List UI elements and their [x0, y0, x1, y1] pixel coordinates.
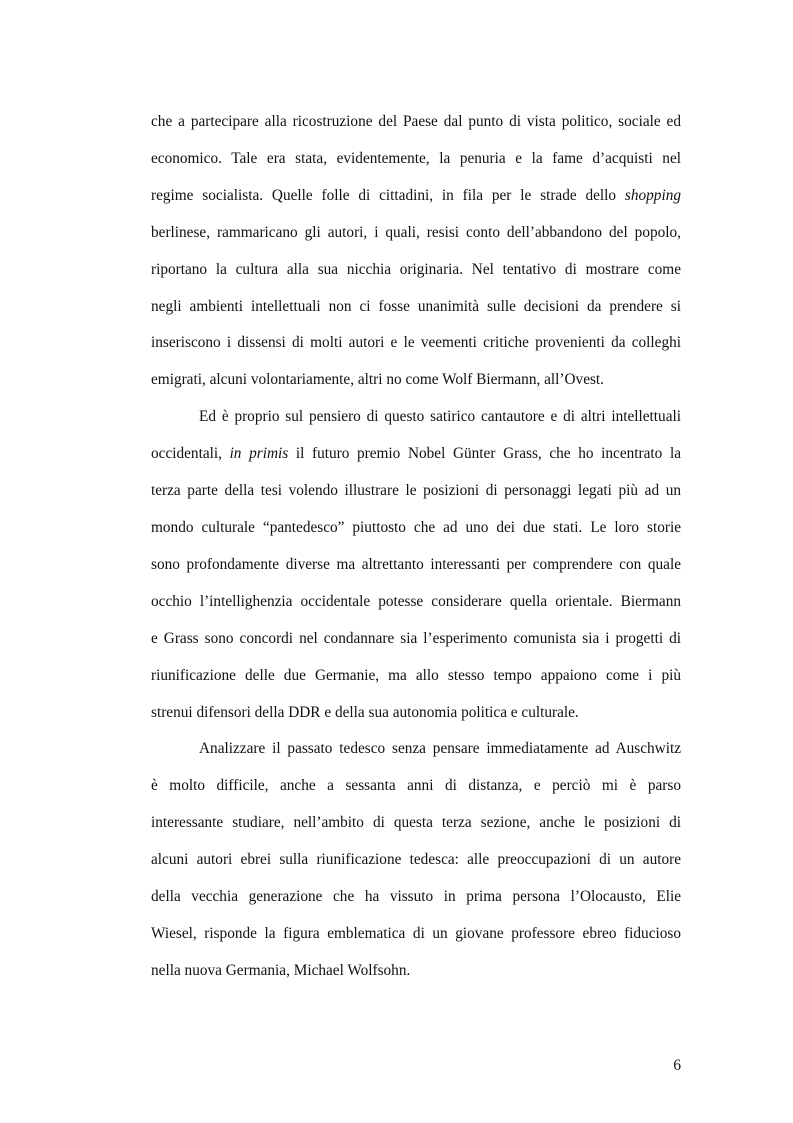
- text-line: [151, 658, 681, 695]
- text-line: [151, 362, 681, 399]
- text-line: [151, 731, 681, 768]
- text-line: [151, 916, 681, 953]
- text-line: [151, 879, 681, 916]
- text-run: Ed è proprio sul pensiero di questo satirico cantautore e di altri intellettuali: [199, 408, 681, 426]
- text-run: il futuro premio Nobel Günter Grass, che ho incentrato la: [288, 445, 681, 463]
- text-line: [151, 399, 681, 436]
- text-run: Analizzare il passato tedesco senza pensare immediatamente ad Auschwitz: [199, 740, 681, 758]
- text-line: [151, 805, 681, 842]
- text-run: sono profondamente diverse ma altrettanto interessanti per comprendere con quale: [151, 555, 681, 573]
- text-line: [151, 289, 681, 326]
- text-line: [151, 953, 681, 990]
- italic-run: in primis: [229, 445, 289, 463]
- text-line: [151, 510, 681, 547]
- text-run: occhio l’intellighenzia occidentale potesse considerare quella orientale. Biermann: [151, 592, 681, 610]
- text-run: mondo culturale “pantedesco” piuttosto che ad uno dei due stati. Le loro storie: [151, 518, 681, 536]
- text-run: regime socialista. Quelle folle di cittadini, in fila per le strade dello: [151, 186, 625, 204]
- text-line: [151, 215, 681, 252]
- text-line: [151, 621, 681, 658]
- text-run: interessante studiare, nell’ambito di questa terza sezione, anche le posizioni di: [151, 814, 681, 832]
- text-run: della vecchia generazione che ha vissuto in prima persona l’Olocausto, Elie: [151, 888, 681, 906]
- text-run: strenui difensori della DDR e della sua autonomia politica e culturale.: [151, 703, 579, 721]
- text-line: [151, 252, 681, 289]
- paragraph: [151, 104, 681, 399]
- text-line: [151, 473, 681, 510]
- text-line: [151, 178, 681, 215]
- text-run: alcuni autori ebrei sulla riunificazione tedesca: alle preoccupazioni di un autore: [151, 851, 681, 869]
- page-number: 6: [673, 1057, 681, 1074]
- text-run: e Grass sono concordi nel condannare sia l’esperimento comunista sia i progetti di: [151, 629, 681, 647]
- text-line: [151, 141, 681, 178]
- text-line: [151, 547, 681, 584]
- text-run: negli ambienti intellettuali non ci fosse unanimità sulle decisioni da prendere si: [151, 297, 681, 315]
- text-line: [151, 584, 681, 621]
- text-run: riportano la cultura alla sua nicchia originaria. Nel tentativo di mostrare come: [151, 260, 681, 278]
- text-run: economico. Tale era stata, evidentemente, la penuria e la fame d’acquisti nel: [151, 149, 681, 167]
- text-run: terza parte della tesi volendo illustrare le posizioni di personaggi legati più ad un: [151, 482, 681, 500]
- text-line: [151, 325, 681, 362]
- text-run: è molto difficile, anche a sessanta anni di distanza, e perciò mi è parso: [151, 777, 681, 795]
- text-run: riunificazione delle due Germanie, ma allo stesso tempo appaiono come i più: [151, 666, 681, 684]
- text-run: berlinese, rammaricano gli autori, i quali, resisi conto dell’abbandono del popolo,: [151, 223, 681, 241]
- paragraph: [151, 399, 681, 731]
- text-run: nella nuova Germania, Michael Wolfsohn.: [151, 961, 411, 979]
- text-line: [151, 768, 681, 805]
- italic-run: shopping: [624, 186, 681, 204]
- text-run: che a partecipare alla ricostruzione del Paese dal punto di vista politico, sociale ed: [151, 113, 681, 130]
- text-run: emigrati, alcuni volontariamente, altri no come Wolf Biermann, all’Ovest.: [151, 371, 605, 389]
- text-run: inseriscono i dissensi di molti autori e le veementi critiche provenienti da colleghi: [151, 334, 681, 352]
- paragraph: [151, 731, 681, 989]
- text-run: occidentali,: [151, 445, 230, 463]
- text-line: [151, 842, 681, 879]
- body-text: [151, 104, 681, 990]
- text-line: [151, 436, 681, 473]
- text-line: [151, 104, 681, 141]
- text-run: Wiesel, risponde la figura emblematica di un giovane professore ebreo fiducioso: [151, 924, 681, 942]
- text-line: [151, 695, 681, 732]
